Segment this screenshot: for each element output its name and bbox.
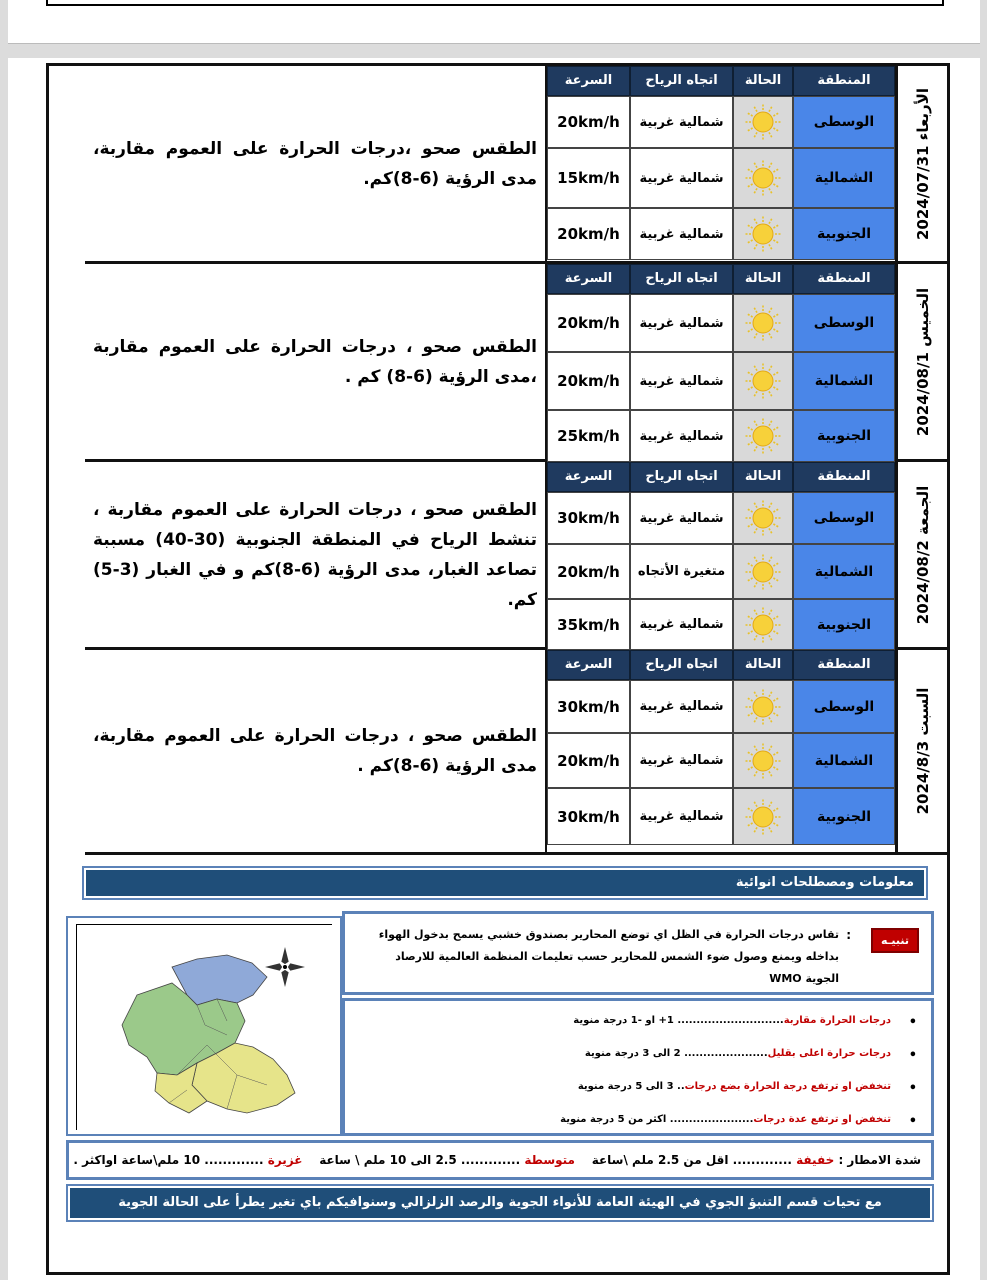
forecast-description: الطقس صحو ، درجات الحرارة على العموم مقاربة ، تنشط الرياح في المنطقة الجنوبية (30-40) مسببة تصاعد الغبار، مدى الرؤية (6-8)كم و في الغبار (3-5) كم. [93, 499, 537, 610]
table-row [547, 294, 895, 352]
term-item: • درجات الحرارة مقاربة............................ 1+ او -1 درجة منوية [573, 1015, 917, 1030]
note-badge: تنبيـه [871, 928, 919, 953]
note-text: تقاس درجات الحرارة في الظل اي توضع المحارير بصندوق خشبي يسمح بدخول الهواء بداخله ويمنع وصول ضوء الشمس للمحارير حسب تعليمات المنظمة العالمية للارصاد الجوية WMO [378, 928, 839, 985]
rain-moderate: متوسطة [524, 1153, 575, 1167]
region-name: الشمالية [793, 148, 895, 208]
table-row [547, 96, 895, 148]
forecast-date: الأربعاء 2024/07/31 [913, 87, 932, 240]
forecast-date-cell [895, 66, 947, 261]
region-name: الجنوبية [793, 208, 895, 260]
wind-speed: 20km/h [547, 294, 630, 352]
wind-speed: 20km/h [547, 96, 630, 148]
sun-icon [733, 733, 793, 788]
wind-speed: 15km/h [547, 148, 630, 208]
wind-direction: شمالية غربية [630, 148, 733, 208]
term-item: • تنخفض او ترتفع عدة درجات...................... اكثر من 5 درجة منوية [560, 1114, 917, 1129]
table-row [547, 733, 895, 788]
note-panel: تنبيـه : تقاس درجات الحرارة في الظل اي توضع المحارير بصندوق خشبي يسمح بدخول الهواء بداخله ويمنع وصول ضوء الشمس للمحارير حسب تعليمات المنظمة العالمية للارصاد الجوية WMO [342, 911, 934, 995]
header-speed: السرعة [547, 462, 630, 492]
header-row [547, 264, 895, 294]
wind-direction: شمالية غربية [630, 294, 733, 352]
forecast-description: الطقس صحو ، درجات الحرارة على العموم مقاربة، مدى الرؤية (6-8)كم . [93, 726, 537, 776]
wind-direction: شمالية غربية [630, 208, 733, 260]
header-speed: السرعة [547, 66, 630, 96]
region-name: الشمالية [793, 352, 895, 410]
info-title-bar [82, 866, 928, 900]
region-name: الوسطى [793, 492, 895, 544]
region-name: الشمالية [793, 544, 895, 599]
wind-speed: 20km/h [547, 733, 630, 788]
sun-icon [733, 352, 793, 410]
previous-page-edge [8, 0, 980, 44]
header-wind-direction: اتجاه الرياح [630, 66, 733, 96]
sun-icon [733, 208, 793, 260]
forecast-description-cell [85, 462, 547, 647]
rain-intensity-bar: شدة الامطار : خفيفة ............. اقل من 2.5 ملم \ساعة متوسطة ............. 2.5 الى 10 ملم \ ساعة غزيرة ............. 10 ملم\ساعة اواكثر . [66, 1140, 934, 1180]
table-row [547, 599, 895, 650]
forecast-description-cell [85, 66, 547, 261]
forecast-date: الجمعة 2024/08/2 [913, 485, 932, 624]
table-row [547, 352, 895, 410]
header-region: المنطقة [793, 264, 895, 294]
table-row [547, 680, 895, 733]
term-item: • درجات حرارة اعلى بقليل...................... 2 الى 3 درجة منوية [584, 1048, 917, 1063]
wind-direction: شمالية غربية [630, 492, 733, 544]
region-name: الجنوبية [793, 599, 895, 650]
wind-speed: 35km/h [547, 599, 630, 650]
header-speed: السرعة [547, 650, 630, 680]
info-title: معلومات ومصطلحات انوائية [86, 870, 924, 896]
term-item: • تنخفض او ترتفع درجة الحرارة بضع درجات.. 3 الى 5 درجة منوية [577, 1081, 917, 1096]
table-row [547, 208, 895, 260]
forecast-date-cell [895, 264, 947, 459]
sun-icon [733, 599, 793, 650]
forecast-description-cell [85, 650, 547, 852]
wind-speed: 25km/h [547, 410, 630, 462]
forecast-day [85, 66, 947, 264]
rain-heavy: غزيرة [267, 1153, 303, 1167]
forecast-description: الطقس صحو ، درجات الحرارة على العموم مقاربة ،مدى الرؤية (6-8) كم . [93, 336, 537, 387]
header-condition: الحالة [733, 650, 793, 680]
header-wind-direction: اتجاه الرياح [630, 462, 733, 492]
footer-bar [66, 1184, 934, 1222]
header-condition: الحالة [733, 462, 793, 492]
header-row [547, 462, 895, 492]
wind-direction: شمالية غربية [630, 410, 733, 462]
forecast-date: الخميس 2024/08/1 [913, 287, 932, 436]
region-grid [547, 66, 895, 261]
header-condition: الحالة [733, 264, 793, 294]
iraq-map-image [77, 925, 333, 1131]
header-region: المنطقة [793, 66, 895, 96]
region-name: الشمالية [793, 733, 895, 788]
header-condition: الحالة [733, 66, 793, 96]
wind-speed: 30km/h [547, 492, 630, 544]
region-name: الجنوبية [793, 410, 895, 462]
sun-icon [733, 544, 793, 599]
sun-icon [733, 294, 793, 352]
table-row [547, 410, 895, 462]
table-row [547, 788, 895, 845]
sun-icon [733, 410, 793, 462]
region-grid [547, 462, 895, 647]
forecast-date: السبت 2024/8/3 [913, 687, 932, 815]
rain-light: خفيفة [796, 1153, 835, 1167]
wind-direction: شمالية غربية [630, 788, 733, 845]
wind-speed: 30km/h [547, 788, 630, 845]
header-speed: السرعة [547, 264, 630, 294]
sun-icon [733, 492, 793, 544]
forecast-day [85, 462, 947, 650]
forecast-description: الطقس صحو ،درجات الحرارة على العموم مقاربة، مدى الرؤية (6-8)كم. [93, 138, 537, 189]
sun-icon [733, 788, 793, 845]
terms-panel [342, 998, 934, 1136]
forecast-description-cell [85, 264, 547, 459]
table-row [547, 492, 895, 544]
wind-direction: متغيرة الأتجاه [630, 544, 733, 599]
header-wind-direction: اتجاه الرياح [630, 650, 733, 680]
sun-icon [733, 148, 793, 208]
region-name: الوسطى [793, 680, 895, 733]
header-region: المنطقة [793, 462, 895, 492]
forecast-date-cell [895, 650, 947, 852]
iraq-map [76, 924, 332, 1130]
header-wind-direction: اتجاه الرياح [630, 264, 733, 294]
wind-direction: شمالية غربية [630, 352, 733, 410]
wind-speed: 20km/h [547, 544, 630, 599]
wind-speed: 20km/h [547, 352, 630, 410]
header-row [547, 650, 895, 680]
map-panel [66, 916, 342, 1136]
table-row [547, 544, 895, 599]
region-name: الوسطى [793, 294, 895, 352]
sun-icon [733, 96, 793, 148]
footer-text: مع تحيات قسم التنبؤ الجوي في الهيئة العامة للأنواء الجوية والرصد الزلزالي وسنوافيكم باي تغير يطرأ على الحالة الجوية [70, 1188, 930, 1218]
header-region: المنطقة [793, 650, 895, 680]
forecast-date-cell [895, 462, 947, 647]
wind-direction: شمالية غربية [630, 599, 733, 650]
wind-speed: 20km/h [547, 208, 630, 260]
region-grid [547, 650, 895, 852]
wind-speed: 30km/h [547, 680, 630, 733]
forecast-day [85, 264, 947, 462]
wind-direction: شمالية غربية [630, 680, 733, 733]
table-row [547, 148, 895, 208]
forecast-day [85, 650, 947, 855]
sun-icon [733, 680, 793, 733]
wind-direction: شمالية غربية [630, 733, 733, 788]
header-row [547, 66, 895, 96]
region-name: الجنوبية [793, 788, 895, 845]
wind-direction: شمالية غربية [630, 96, 733, 148]
region-grid [547, 264, 895, 459]
forecast-page [8, 58, 980, 1280]
region-name: الوسطى [793, 96, 895, 148]
